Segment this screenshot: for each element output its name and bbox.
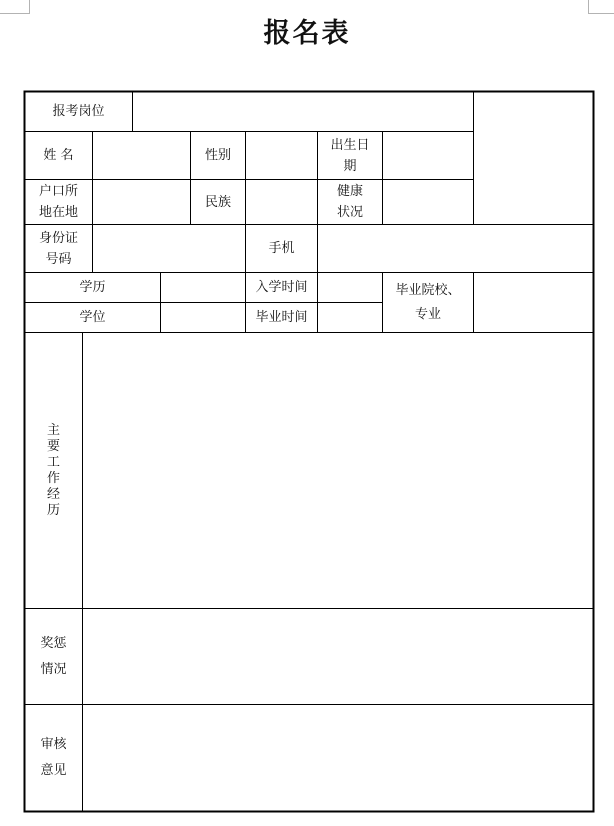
hukou-label-text: 户口所地在地 (38, 184, 78, 220)
enroll-time-label-text: 入学时间 (255, 280, 308, 295)
id-number-label-text: 身份证号码 (38, 230, 78, 267)
id-number-label (25, 225, 92, 272)
rewards-field[interactable] (83, 609, 593, 704)
education-field[interactable] (161, 273, 245, 302)
education-label (25, 273, 160, 302)
grad-school-label-text: 毕业院校、专业 (395, 282, 461, 322)
position-label (25, 92, 132, 131)
health-field[interactable] (383, 180, 473, 224)
enroll-time-field[interactable] (318, 273, 382, 302)
position-label-text: 报考岗位 (52, 104, 105, 119)
birth-date-label (318, 132, 382, 179)
gender-label-text: 性别 (204, 148, 231, 163)
health-label (318, 180, 382, 224)
education-label-text: 学历 (79, 280, 106, 295)
enroll-time-label (246, 273, 317, 302)
position-field[interactable] (133, 92, 473, 131)
hukou-label (25, 180, 92, 224)
review-label (25, 705, 82, 811)
gender-label (191, 132, 245, 179)
degree-label-text: 学位 (79, 310, 106, 325)
phone-label (246, 225, 317, 272)
id-number-field[interactable] (93, 225, 245, 272)
ethnicity-field[interactable] (246, 180, 317, 224)
health-label-text: 健康状况 (336, 184, 363, 220)
grad-school-field[interactable] (474, 273, 593, 332)
phone-label-text: 手机 (268, 241, 295, 256)
review-field[interactable] (83, 705, 593, 811)
degree-label (25, 303, 160, 332)
form-title: 报名表 (263, 18, 351, 49)
name-label-text: 姓 名 (43, 148, 74, 163)
hukou-field[interactable] (93, 180, 190, 224)
ethnicity-label-text: 民族 (204, 194, 231, 210)
rewards-label (25, 609, 82, 704)
grad-time-label (246, 303, 317, 332)
work-experience-label-text: 主要工作经历 (46, 422, 60, 518)
photo-field[interactable] (474, 92, 593, 224)
grad-time-field[interactable] (318, 303, 382, 332)
name-label (25, 132, 92, 179)
review-label-text: 审核意见 (40, 737, 67, 778)
birth-date-label-text: 出生日期 (330, 137, 370, 174)
work-experience-field[interactable] (83, 333, 593, 608)
name-field[interactable] (93, 132, 190, 179)
ethnicity-label (191, 180, 245, 224)
rewards-label-text: 奖惩情况 (40, 635, 67, 677)
degree-field[interactable] (161, 303, 245, 332)
grad-time-label-text: 毕业时间 (255, 310, 308, 325)
grad-school-label (383, 273, 473, 332)
gender-field[interactable] (246, 132, 317, 179)
birth-date-field[interactable] (383, 132, 473, 179)
work-experience-label (25, 333, 82, 608)
phone-field[interactable] (318, 225, 593, 272)
